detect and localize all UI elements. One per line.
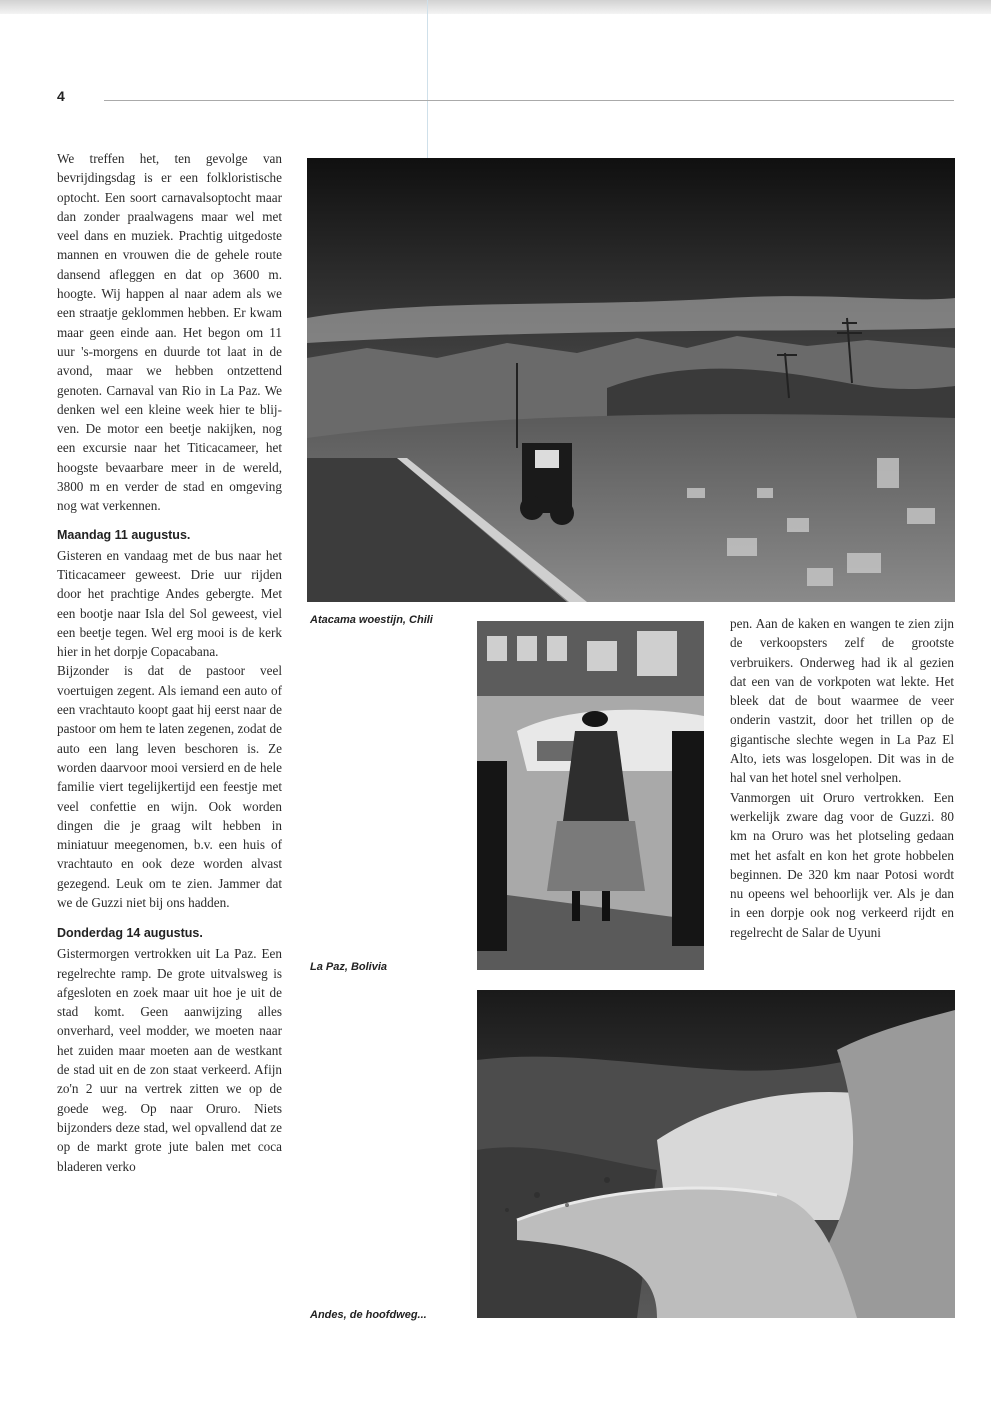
caption-desert: Atacama woestijn, Chili	[310, 614, 433, 626]
right-paragraph-1: pen. Aan de kaken en wangen te zien zijn de verkoopsters zelf de grootste verbruikers. Onderweg had ik al gezien dat een van de vorkpoten wat lekte. Het bleek dat de bout waarmee de veer onderin vastzit, door het trillen op de gigantische slechte wegen in La Paz El Alto, iets was losgelopen. Dit was in de hal van het hotel snel verholpen.	[730, 616, 954, 786]
monday-paragraph-2: Bijzonder is dat de pastoor veel voertuigen zegent. Als iemand een auto of een vrachtauto koopt gaat hij eerst naar de pastoor om hem te laten zegenen, zodat de auto een lang leven beschoren is. Ze worden daarvoor mooi versierd en de hele familie viert tegelijkertijd een feestje met veel confettie en wijn. Ook worden dingen die je graag wilt hebben in miniatuur meegenomen, b.v. een huis of vrachtauto en ook deze worden alvast gezegend. Leuk om te zien. Jammer dat we de Guzzi niet bij ons hadden.	[57, 663, 282, 910]
andes-mountain-road-photo	[477, 990, 955, 1318]
caption-andes: Andes, de hoofdweg...	[310, 1309, 427, 1321]
heading-monday: Maandag 11 augustus.	[57, 527, 191, 542]
thursday-paragraph-1: Gistermorgen vertrokken uit La Paz. Een regelrechte ramp. De grote uitvalsweg is afgesloten en zoek maar uit hoe je uit de stad komt. Geen aanwijzing alles onverhard, veel modder, we moeten naar het zuiden maar moeten aan de westkant de stad uit en de zon staat verkeerd. Afijn zo'n 2 uur na vertrek zitten we op de goede weg. Op naar Oruro. Niets bijzonders deze stad, wel opvallend dat ze op de markt grote jute balen met coca bladeren verko	[57, 946, 282, 1174]
right-column	[730, 614, 954, 942]
right-paragraph-2: Vanmorgen uit Oruro vertrokken. Een werkelijk zware dag voor de Guzzi. 80 km na Oruro was het plotseling gedaan met het asfalt en kon het grote hobbelen beginnen. De 320 km naar Potosi wordt nu opeens wel behoorlijk ver. Als je dan in een dorpje ook nog verkeerd rijdt en regelrecht de Salar de Uyuni	[730, 789, 954, 940]
heading-thursday: Donderdag 14 augustus.	[57, 926, 203, 941]
page-number: 4	[57, 88, 65, 104]
header-rule	[104, 100, 954, 101]
monday-paragraph-1: Gisteren en vandaag met de bus naar het Titicacameer geweest. Drie uur rijden door het prachtige Andes gebergte. Met een bootje naar Isla del Sol geweest, viel een beetje tegen. Wel erg mooi is de kerk hier in het dorpje Copacabana.	[57, 547, 282, 660]
intro-paragraph: We treffen het, ten gevolge van bevrijdingsdag is er een folkloristische optocht. Een soort carnavalsoptocht maar dan zonder praalwagens maar wel met veel dans en muziek. Prachtig uitgedoste mannen en vrouwen die de gehele route dansend afleggen en dat op 3600 m. hoogte. Wij happen al naar adem als we een straatje geklommen hebben. Er kwam maar geen einde aan. Het begon om 11 uur 's-morgens en duurde tot laat in de avond, maar we hebben ontzettend genoten. Carnaval van Rio in La Paz. We denken wel een kleine week hier te blijven. De motor een beetje nakijken, nog een excursie naar het Titicacameer, het hoogste bevaarbare meer in de wereld, 3800 m en verder de stad en omgeving nog wat verkennen.	[57, 151, 282, 514]
left-column	[57, 149, 282, 1176]
scan-edge	[0, 0, 991, 14]
caption-lapaz: La Paz, Bolivia	[310, 961, 388, 973]
la-paz-street-photo	[477, 621, 704, 970]
scan-guide-line	[427, 0, 428, 160]
desert-road-motorcycle-photo	[307, 158, 955, 602]
